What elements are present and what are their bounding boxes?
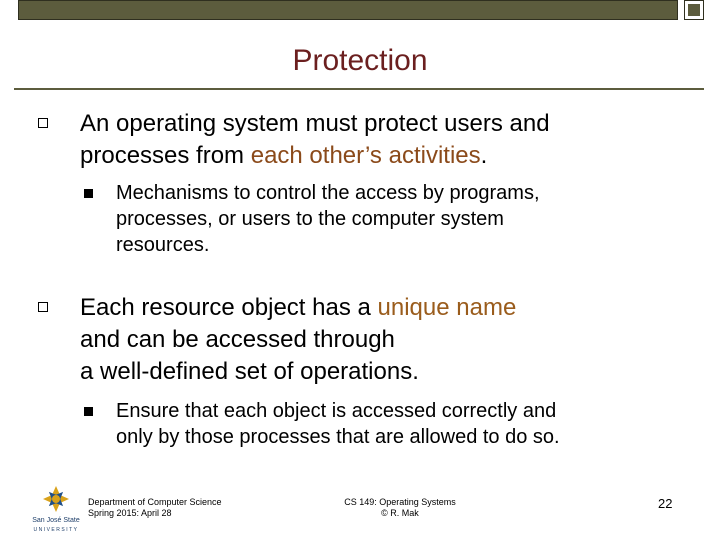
sub-bullet-2-marker-icon — [84, 407, 93, 416]
bullet-2-text — [80, 292, 516, 388]
bullet-2-line-2: and can be accessed through — [80, 326, 395, 353]
sub-bullet-2-text: Ensure that each object is accessed correctly and only by those processes that are allowed to do so. — [116, 400, 560, 448]
top-decor-square — [684, 0, 704, 20]
bullet-2-line-1: Each resource object has a unique name — [80, 294, 517, 321]
sub-bullet-1-text: Mechanisms to control the access by programs, processes, or users to the computer system resources. — [116, 182, 540, 256]
page-number: 22 — [658, 496, 673, 511]
footer-center: CS 149: Operating Systems © R. Mak — [344, 497, 456, 518]
top-decor-bar — [18, 0, 678, 20]
bullet-2-marker-icon — [38, 302, 48, 312]
sub-bullet-1-marker-icon — [84, 189, 93, 198]
bullet-1-line-1: An operating system must protect users and — [80, 110, 550, 137]
title-divider — [14, 88, 704, 90]
bullet-1-text — [80, 108, 550, 172]
slide-title: Protection — [292, 44, 428, 77]
bullet-1-line-2: processes from each other’s activities. — [80, 142, 488, 169]
bullet-2-line-3: a well-defined set of operations. — [80, 358, 419, 385]
svg-text:San José State: San José State — [32, 517, 80, 524]
footer-left: Department of Computer Science Spring 2015: April 28 — [88, 497, 222, 518]
university-logo-icon — [30, 484, 82, 534]
bullet-1-marker-icon — [38, 118, 48, 128]
svg-text:UNIVERSITY: UNIVERSITY — [33, 527, 79, 533]
